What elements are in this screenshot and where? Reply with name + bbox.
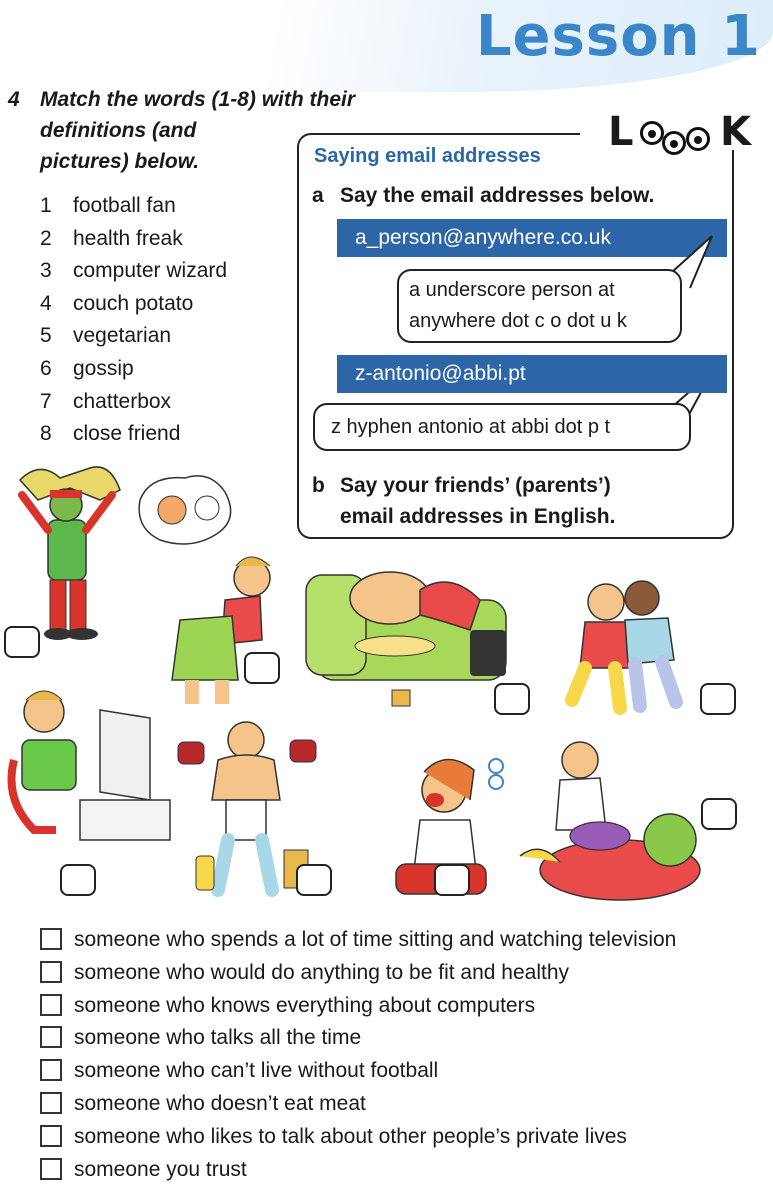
word-number: 1 [40,194,52,217]
word-text: couch potato [73,291,194,315]
word-number: 2 [40,226,52,250]
task-text: Say the email addresses below. [340,184,655,207]
word-number: 3 [40,259,52,283]
task-letter: b [312,474,325,497]
email-example: z-antonio@abbi.pt [337,355,727,393]
picture-answer-box[interactable] [4,626,40,658]
definition-answer-box[interactable] [40,928,62,950]
health-freak-illustration [178,722,316,890]
word-text: football fan [73,194,176,217]
look-heading: Saying email addresses [314,145,541,167]
definition-text: someone who knows everything about computers [74,993,536,1017]
word-number: 4 [40,291,52,315]
close-friends-illustration [572,581,676,708]
word-text: chatterbox [73,389,172,413]
definition-text: someone you trust [74,1157,247,1181]
instruction-line: pictures) below. [40,150,200,173]
definition-text: someone who would do anything to be fit and healthy [74,960,570,984]
look-logo-l: L [608,109,634,155]
word-number: 6 [40,356,52,380]
exercise-number: 4 [8,88,20,111]
speech-bubble: z hyphen antonio at abbi dot p t [313,403,691,451]
word-text: health freak [73,226,183,250]
definition-answer-box[interactable] [40,994,62,1016]
definition-item [40,925,676,958]
definition-item [40,1023,676,1056]
instruction-line: Match the words (1-8) with their [40,88,356,111]
definition-item [40,1122,676,1155]
look-logo-k: K [720,109,751,155]
spoken-line: anywhere dot c o dot u k [409,310,627,332]
email-example: a_person@anywhere.co.uk [337,219,727,257]
task-letter: a [312,184,324,207]
definition-item [40,1089,676,1122]
definition-item [40,991,676,1024]
definition-item [40,958,676,991]
picture-answer-box[interactable] [244,652,280,684]
definition-answer-box[interactable] [40,1026,62,1048]
lesson-title: Lesson 1 [475,4,761,69]
definition-item [40,1155,676,1188]
definition-item [40,1056,676,1089]
definition-answer-box[interactable] [40,1059,62,1081]
word-text: computer wizard [73,259,228,283]
couch-potato-illustration [306,572,506,706]
word-number: 5 [40,324,52,348]
definition-list [40,925,676,1187]
spoken-line: a underscore person at [409,279,615,301]
definition-text: someone who doesn’t eat meat [74,1091,366,1115]
word-text: close friend [73,422,181,446]
word-number: 8 [40,422,52,446]
picture-answer-box[interactable] [494,683,530,715]
picture-answer-box[interactable] [296,864,332,896]
task-text: email addresses in English. [340,505,616,528]
vegetarian-illustration [520,742,700,900]
picture-answer-box[interactable] [60,864,96,896]
picture-answer-box[interactable] [700,683,736,715]
computer-wizard-illustration [12,691,171,840]
picture-answer-box[interactable] [701,798,737,830]
picture-answer-box[interactable] [434,864,470,896]
definition-text: someone who talks all the time [74,1026,362,1050]
definition-text: someone who can’t live without football [74,1059,439,1083]
definition-text: someone who spends a lot of time sitting and watching television [74,928,677,951]
football-fan-illustration [20,467,120,640]
task-text: Say your friends’ (parents’) [340,474,611,497]
definition-text: someone who likes to talk about other people’s private lives [74,1124,627,1148]
instruction-line: definitions (and [40,119,197,142]
word-number: 7 [40,389,52,413]
word-text: vegetarian [73,324,172,348]
definition-answer-box[interactable] [40,1158,62,1180]
definition-answer-box[interactable] [40,1092,62,1114]
definition-answer-box[interactable] [40,1125,62,1147]
word-text: gossip [73,356,134,380]
definition-answer-box[interactable] [40,961,62,983]
